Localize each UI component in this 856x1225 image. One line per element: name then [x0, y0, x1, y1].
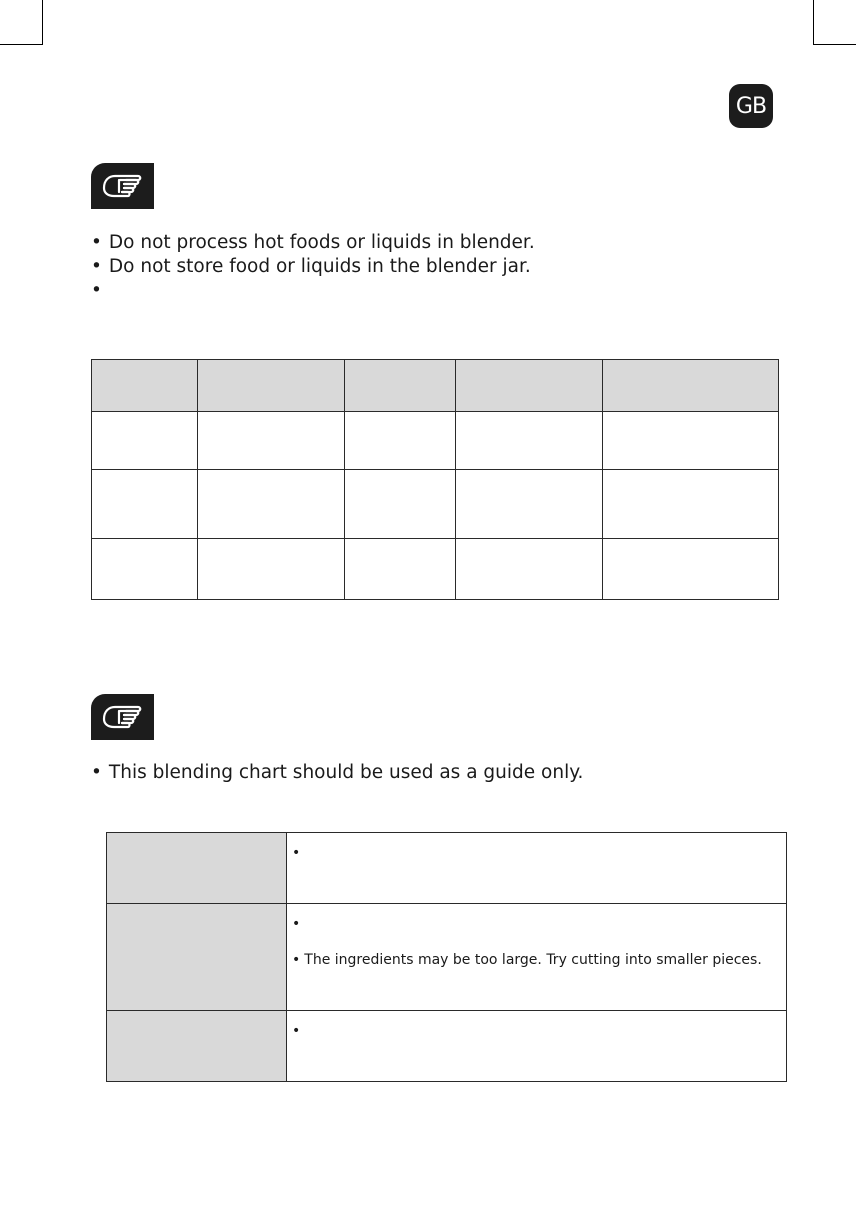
- language-badge: [729, 84, 773, 128]
- solution-cell: [287, 904, 787, 1011]
- table-row: [107, 1011, 787, 1082]
- table-cell: [603, 412, 779, 470]
- tips-list-guide: [91, 761, 583, 785]
- table-row: [107, 904, 787, 1011]
- crop-mark-left: [0, 0, 43, 45]
- table-cell: [198, 539, 345, 600]
- table-header-row: [92, 360, 779, 412]
- table-cell: [456, 539, 603, 600]
- column-header: [198, 360, 345, 412]
- table-row: [92, 470, 779, 539]
- solution-item: •: [292, 845, 301, 861]
- table-cell: [92, 470, 198, 539]
- table-cell: [198, 470, 345, 539]
- tip-item: • Do not store food or liquids in the blender jar.: [91, 255, 535, 279]
- problem-cell: [107, 904, 287, 1011]
- solution-text: The ingredients may be too large. Try cutting into smaller pieces.: [304, 952, 762, 968]
- column-header: [456, 360, 603, 412]
- solution-item: •: [292, 916, 301, 932]
- solution-item: • The ingredients may be too large. Try cutting into smaller pieces.: [292, 952, 762, 968]
- column-header: [603, 360, 779, 412]
- solution-cell: [287, 833, 787, 904]
- solution-item: •: [292, 1023, 301, 1039]
- table-cell: [345, 412, 456, 470]
- solution-cell: [287, 1011, 787, 1082]
- table-cell: [92, 412, 198, 470]
- table-cell: [92, 539, 198, 600]
- table-row: [107, 833, 787, 904]
- tip-item: • This blending chart should be used as a guide only.: [91, 761, 583, 785]
- table-row: [92, 412, 779, 470]
- pointing-hand-icon: [91, 694, 154, 740]
- table-cell: [345, 470, 456, 539]
- problem-cell: [107, 833, 287, 904]
- table-cell: [456, 412, 603, 470]
- column-header: [345, 360, 456, 412]
- table-row: [92, 539, 779, 600]
- table-cell: [345, 539, 456, 600]
- pointing-hand-icon: [91, 163, 154, 209]
- troubleshooting-table: [106, 832, 787, 1082]
- table-cell: [198, 412, 345, 470]
- speed-guide-table: [91, 359, 779, 600]
- tip-item: • Do not process hot foods or liquids in blender.: [91, 231, 535, 255]
- crop-mark-right: [813, 0, 856, 45]
- problem-cell: [107, 1011, 287, 1082]
- table-cell: [456, 470, 603, 539]
- table-cell: [603, 539, 779, 600]
- table-cell: [603, 470, 779, 539]
- column-header: [92, 360, 198, 412]
- language-badge-label: GB: [735, 93, 767, 119]
- tips-list-precautions: [91, 231, 535, 303]
- tip-item: [91, 279, 535, 303]
